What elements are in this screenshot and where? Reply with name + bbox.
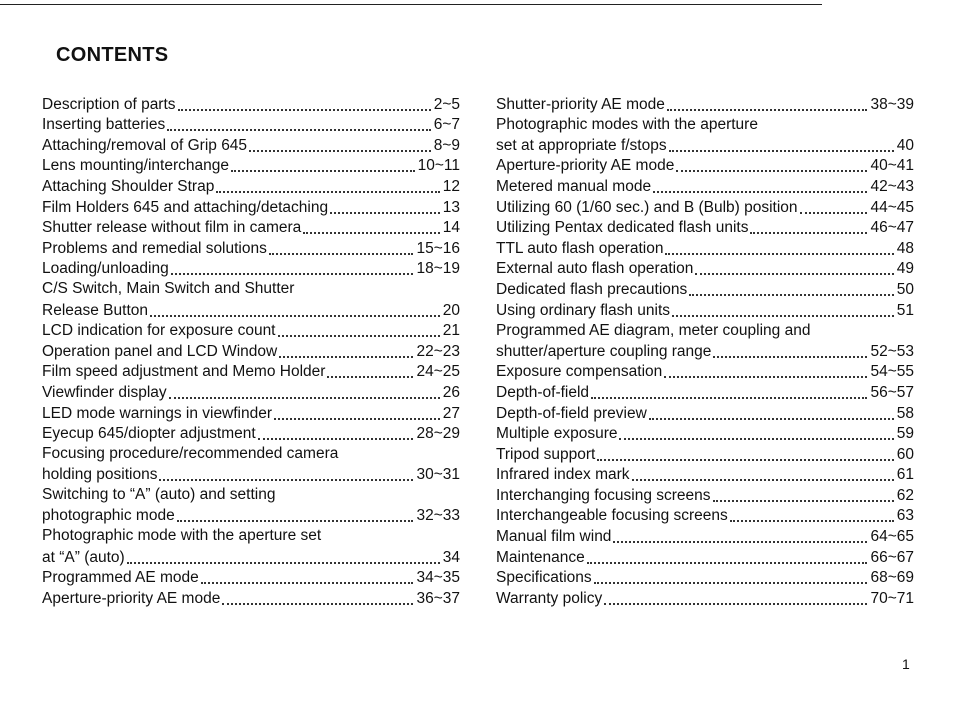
toc-entry (496, 382, 914, 403)
toc-entry-title: Photographic modes with the aperture (496, 115, 758, 133)
toc-entry-page: 49 (896, 260, 914, 278)
toc-entry-title: Utilizing 60 (1/60 sec.) and B (Bulb) position (496, 198, 798, 216)
toc-entry (42, 588, 460, 609)
toc-entry (42, 341, 460, 362)
toc-dot-leader (689, 294, 893, 296)
toc-entry-page: 59 (896, 425, 914, 443)
toc-dot-leader (604, 603, 867, 605)
toc-entry-title: shutter/aperture coupling range (496, 342, 712, 360)
toc-entry-title: Manual film wind (496, 528, 612, 546)
toc-entry (42, 300, 460, 321)
toc-dot-leader (216, 191, 439, 193)
toc-entry (42, 156, 460, 177)
toc-entry (496, 135, 914, 156)
toc-entry-title: Interchanging focusing screens (496, 486, 711, 504)
toc-entry-page: 54~55 (870, 363, 914, 381)
toc-entry (496, 424, 914, 445)
toc-entry-page: 36~37 (416, 589, 460, 607)
toc-entry (42, 259, 460, 280)
toc-entry-title: Tripod support (496, 445, 596, 463)
toc-right-column (496, 94, 914, 609)
toc-dot-leader (178, 109, 431, 111)
toc-dot-leader (303, 232, 439, 234)
toc-entry-page: 27 (442, 404, 460, 422)
toc-entry-page: 61 (896, 466, 914, 484)
toc-entry (42, 115, 460, 136)
toc-entry-page: 28~29 (416, 425, 460, 443)
toc-entry (42, 94, 460, 115)
toc-dot-leader (279, 356, 413, 358)
toc-entry-page: 12 (442, 177, 460, 195)
toc-entry-page: 52~53 (870, 342, 914, 360)
toc-entry-title: Lens mounting/interchange (42, 157, 229, 175)
toc-entry-page: 60 (896, 445, 914, 463)
toc-entry (496, 341, 914, 362)
toc-entry-page: 18~19 (416, 260, 460, 278)
toc-dot-leader (231, 170, 415, 172)
toc-entry-page: 64~65 (870, 528, 914, 546)
toc-entry (496, 238, 914, 259)
toc-entry-page: 15~16 (416, 239, 460, 257)
toc-entry-page: 46~47 (870, 219, 914, 237)
toc-entry-page: 22~23 (416, 342, 460, 360)
toc-entry (42, 176, 460, 197)
toc-entry-title: Shutter-priority AE mode (496, 95, 665, 113)
toc-dot-leader (632, 479, 894, 481)
toc-entry-title: Programmed AE mode (42, 569, 199, 587)
toc-entry-title: Aperture-priority AE mode (496, 157, 675, 175)
toc-entry-page: 24~25 (416, 363, 460, 381)
toc-entry (496, 115, 914, 136)
toc-dot-leader (669, 150, 894, 152)
toc-dot-leader (676, 170, 867, 172)
toc-entry-title: Photographic mode with the aperture set (42, 527, 322, 545)
toc-entry-title: Aperture-priority AE mode (42, 589, 221, 607)
toc-entry-title: Focusing procedure/recommended camera (42, 445, 339, 463)
toc-dot-leader (330, 212, 440, 214)
toc-dot-leader (222, 603, 413, 605)
toc-entry-title: Switching to “A” (auto) and setting (42, 486, 276, 504)
toc-entry-title: holding positions (42, 466, 158, 484)
toc-entry-title: Maintenance (496, 548, 585, 566)
toc-dot-leader (159, 479, 413, 481)
toc-dot-leader (695, 273, 893, 275)
toc-entry (496, 300, 914, 321)
toc-entry-page: 40 (896, 136, 914, 154)
toc-entry-title: Film Holders 645 and attaching/detaching (42, 198, 329, 216)
toc-entry-title: TTL auto flash operation (496, 239, 664, 257)
toc-entry-page: 14 (442, 219, 460, 237)
toc-dot-leader (619, 438, 893, 440)
toc-entry-title: Release Button (42, 301, 148, 319)
toc-entry-page: 42~43 (870, 177, 914, 195)
toc-entry (496, 485, 914, 506)
toc-entry-title: Utilizing Pentax dedicated flash units (496, 219, 749, 237)
toc-entry-title: Viewfinder display (42, 383, 167, 401)
toc-entry (496, 259, 914, 280)
toc-entry-page: 21 (442, 322, 460, 340)
page-title: CONTENTS (56, 44, 169, 66)
toc-dot-leader (249, 150, 431, 152)
toc-dot-leader (150, 315, 440, 317)
toc-entry-page: 63 (896, 507, 914, 525)
toc-entry-title: C/S Switch, Main Switch and Shutter (42, 280, 295, 298)
toc-entry (42, 465, 460, 486)
toc-entry (42, 506, 460, 527)
toc-entry-title: Using ordinary flash units (496, 301, 671, 319)
toc-entry (496, 403, 914, 424)
toc-dot-leader (730, 520, 894, 522)
toc-entry (42, 321, 460, 342)
toc-entry-title: set at appropriate f/stops (496, 136, 667, 154)
toc-dot-leader (750, 232, 867, 234)
toc-entry-title: Shutter release without film in camera (42, 219, 302, 237)
toc-dot-leader (327, 376, 413, 378)
toc-entry-page: 34 (442, 548, 460, 566)
toc-entry (496, 279, 914, 300)
toc-dot-leader (713, 356, 867, 358)
toc-entry-page: 20 (442, 301, 460, 319)
toc-entry-title: Attaching Shoulder Strap (42, 177, 215, 195)
toc-entry-title: at “A” (auto) (42, 548, 125, 566)
toc-entry-title: Multiple exposure (496, 425, 618, 443)
toc-entry-title: Attaching/removal of Grip 645 (42, 136, 248, 154)
toc-entry-title: Programmed AE diagram, meter coupling and (496, 321, 811, 339)
toc-entry (496, 362, 914, 383)
toc-entry-title: Exposure compensation (496, 363, 663, 381)
toc-entry (42, 362, 460, 383)
toc-entry-title: External auto flash operation (496, 260, 694, 278)
toc-dot-leader (258, 438, 414, 440)
toc-entry (42, 568, 460, 589)
toc-entry (496, 526, 914, 547)
toc-entry-page: 56~57 (870, 383, 914, 401)
toc-entry-page: 40~41 (870, 157, 914, 175)
toc-dot-leader (587, 562, 868, 564)
toc-entry-title: Eyecup 645/diopter adjustment (42, 425, 256, 443)
toc-entry-title: Interchangeable focusing screens (496, 507, 728, 525)
toc-dot-leader (713, 500, 894, 502)
toc-entry-page: 62 (896, 486, 914, 504)
toc-dot-leader (672, 315, 894, 317)
toc-dot-leader (800, 212, 868, 214)
toc-dot-leader (667, 109, 868, 111)
toc-entry-page: 70~71 (870, 589, 914, 607)
toc-entry-page: 13 (442, 198, 460, 216)
toc-entry (42, 485, 460, 506)
toc-dot-leader (591, 397, 867, 399)
toc-dot-leader (269, 253, 414, 255)
toc-entry-page: 30~31 (416, 466, 460, 484)
toc-entry (42, 424, 460, 445)
toc-entry-page: 58 (896, 404, 914, 422)
toc-entry-title: Loading/unloading (42, 260, 169, 278)
toc-entry (42, 526, 460, 547)
toc-entry (496, 218, 914, 239)
toc-dot-leader (664, 376, 867, 378)
toc-dot-leader (594, 582, 868, 584)
toc-entry-page: 6~7 (433, 116, 460, 134)
toc-entry (496, 506, 914, 527)
toc-entry (496, 568, 914, 589)
toc-entry-title: Specifications (496, 569, 592, 587)
toc-entry (496, 321, 914, 342)
toc-dot-leader (169, 397, 440, 399)
toc-dot-leader (613, 541, 867, 543)
toc-entry (42, 403, 460, 424)
toc-dot-leader (274, 418, 440, 420)
toc-entry-title: Problems and remedial solutions (42, 239, 267, 257)
toc-entry-title: LCD indication for exposure count (42, 322, 276, 340)
toc-entry-title: Film speed adjustment and Memo Holder (42, 363, 326, 381)
toc-entry-title: Depth-of-field preview (496, 404, 647, 422)
toc-entry-page: 44~45 (870, 198, 914, 216)
toc-entry-title: Infrared index mark (496, 466, 630, 484)
toc-dot-leader (597, 459, 893, 461)
toc-entry (42, 444, 460, 465)
toc-entry (496, 197, 914, 218)
toc-entry (496, 465, 914, 486)
toc-entry-page: 2~5 (433, 95, 460, 113)
toc-entry (496, 588, 914, 609)
toc-dot-leader (171, 273, 414, 275)
toc-dot-leader (649, 418, 894, 420)
toc-entry-page: 68~69 (870, 569, 914, 587)
toc-entry-page: 10~11 (417, 157, 460, 175)
toc-dot-leader (167, 129, 430, 131)
toc-entry (42, 279, 460, 300)
toc-entry (42, 197, 460, 218)
toc-entry-page: 8~9 (433, 136, 460, 154)
toc-dot-leader (278, 335, 440, 337)
toc-dot-leader (653, 191, 867, 193)
toc-entry (496, 547, 914, 568)
toc-entry (496, 176, 914, 197)
toc-dot-leader (665, 253, 893, 255)
toc-entry-title: LED mode warnings in viewfinder (42, 404, 273, 422)
toc-entry-page: 48 (896, 239, 914, 257)
toc-entry-page: 34~35 (416, 569, 460, 587)
toc-entry-title: Warranty policy (496, 589, 603, 607)
toc-entry-page: 51 (896, 301, 914, 319)
toc-entry (496, 444, 914, 465)
toc-dot-leader (201, 582, 414, 584)
toc-entry-title: Inserting batteries (42, 116, 166, 134)
toc-dot-leader (177, 520, 414, 522)
toc-entry-page: 26 (442, 383, 460, 401)
top-rule (0, 4, 822, 5)
toc-entry-title: Description of parts (42, 95, 176, 113)
toc-entry (496, 94, 914, 115)
toc-entry (42, 238, 460, 259)
toc-entry (42, 135, 460, 156)
toc-entry (42, 547, 460, 568)
toc-dot-leader (127, 562, 440, 564)
page-number: 1 (902, 656, 910, 672)
toc-entry-title: Depth-of-field (496, 383, 590, 401)
toc-entry (496, 156, 914, 177)
toc-entry (42, 382, 460, 403)
toc-entry-page: 32~33 (416, 507, 460, 525)
toc-entry-page: 66~67 (870, 548, 914, 566)
toc-entry (42, 218, 460, 239)
toc-entry-page: 38~39 (870, 95, 914, 113)
toc-entry-title: Operation panel and LCD Window (42, 342, 278, 360)
toc-entry-title: photographic mode (42, 507, 175, 525)
toc-entry-title: Dedicated flash precautions (496, 280, 688, 298)
toc-entry-page: 50 (896, 280, 914, 298)
toc-entry-title: Metered manual mode (496, 177, 652, 195)
toc-left-column (42, 94, 460, 609)
